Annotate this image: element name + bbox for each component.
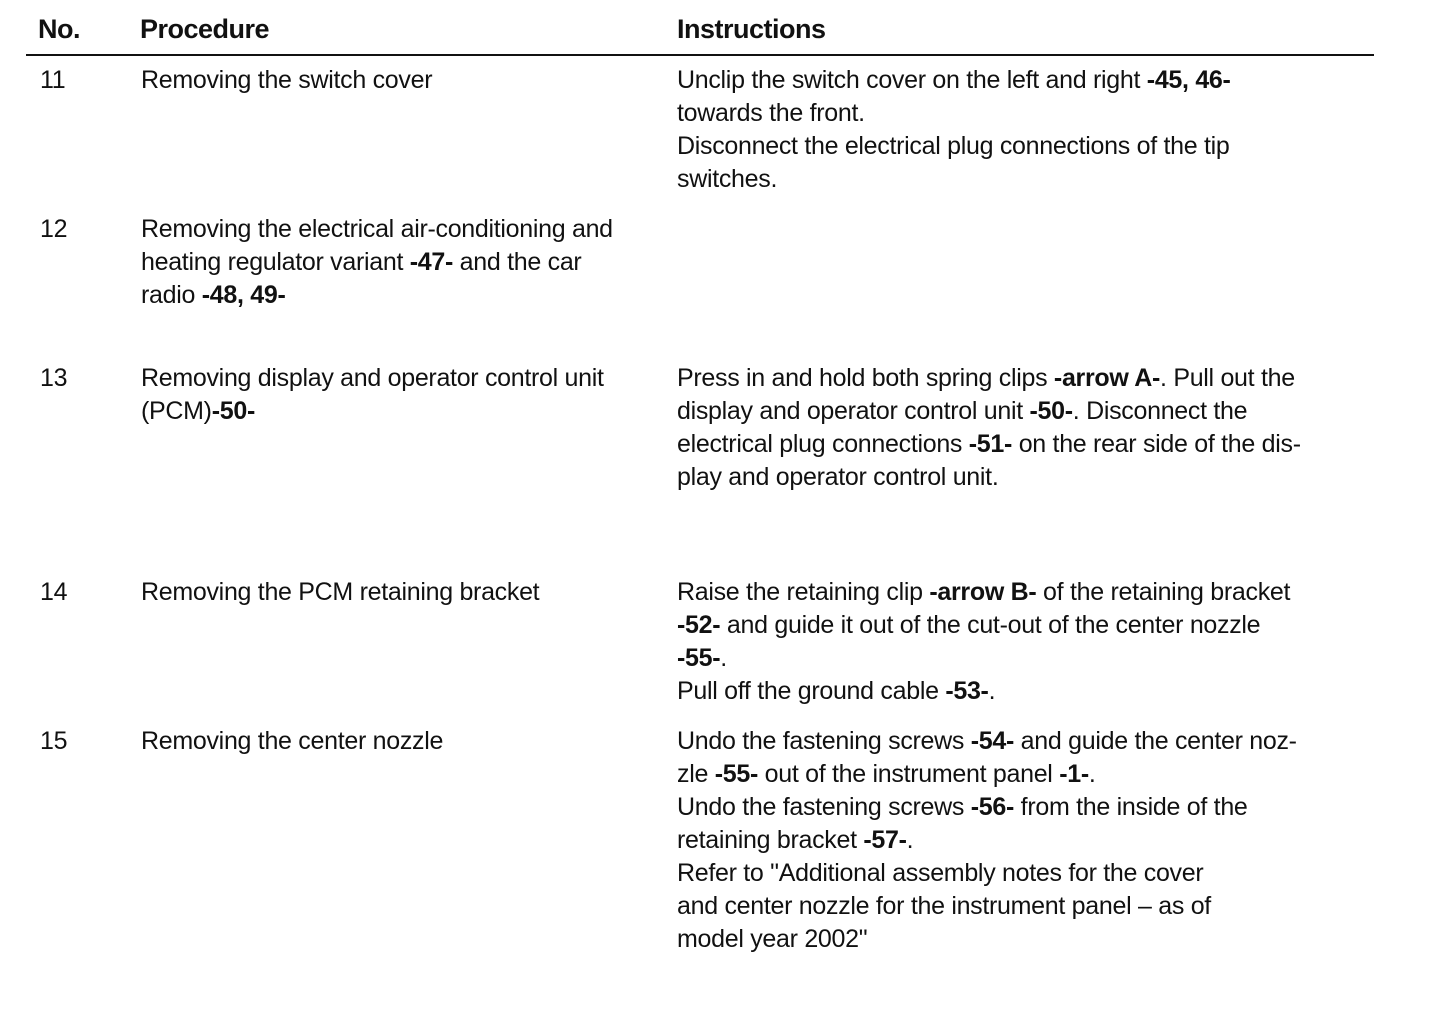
- row-instructions: [677, 725, 1377, 956]
- row-procedure: [141, 362, 661, 428]
- text-line: model year 2002": [677, 925, 868, 953]
- row-number: 15: [40, 727, 68, 755]
- text-line: electrical plug connections -51- on the rear side of the dis-: [677, 430, 1301, 458]
- row-procedure: [141, 725, 661, 758]
- text-line: Removing the electrical air-conditioning and: [141, 215, 613, 243]
- column-header-procedure: Procedure: [140, 14, 270, 44]
- text-line: Raise the retaining clip -arrow B- of the retaining bracket: [677, 578, 1291, 606]
- row-instructions: [677, 576, 1377, 708]
- text-line: towards the front.: [677, 99, 865, 127]
- row-instructions: [677, 362, 1377, 494]
- text-line: and center nozzle for the instrument panel – as of: [677, 892, 1211, 920]
- text-line: Removing the center nozzle: [141, 727, 444, 755]
- header-divider: [26, 54, 1374, 56]
- text-line: zle -55- out of the instrument panel -1-.: [677, 760, 1096, 788]
- text-line: Removing the switch cover: [141, 66, 433, 94]
- row-instructions: [677, 64, 1377, 196]
- text-line: -55-.: [677, 644, 727, 672]
- text-line: play and operator control unit.: [677, 463, 999, 491]
- row-procedure: [141, 213, 661, 312]
- text-line: Undo the fastening screws -54- and guide the center noz-: [677, 727, 1297, 755]
- text-line: radio -48, 49-: [141, 281, 286, 309]
- text-line: -52- and guide it out of the cut-out of the center nozzle: [677, 611, 1261, 639]
- text-line: Pull off the ground cable -53-.: [677, 677, 996, 705]
- row-number: 13: [40, 364, 68, 392]
- text-line: Unclip the switch cover on the left and right -45, 46-: [677, 66, 1231, 94]
- row-number: 12: [40, 215, 68, 243]
- text-line: Undo the fastening screws -56- from the inside of the: [677, 793, 1248, 821]
- row-procedure: [141, 576, 661, 609]
- text-line: (PCM)-50-: [141, 397, 255, 425]
- text-line: Removing the PCM retaining bracket: [141, 578, 540, 606]
- text-line: Disconnect the electrical plug connections of the tip: [677, 132, 1230, 160]
- text-line: heating regulator variant -47- and the car: [141, 248, 582, 276]
- row-number: 14: [40, 578, 68, 606]
- text-line: retaining bracket -57-.: [677, 826, 914, 854]
- text-line: display and operator control unit -50-. Disconnect the: [677, 397, 1248, 425]
- column-header-instructions: Instructions: [677, 14, 826, 44]
- text-line: Removing display and operator control unit: [141, 364, 604, 392]
- row-procedure: [141, 64, 661, 97]
- text-line: switches.: [677, 165, 778, 193]
- text-line: Refer to "Additional assembly notes for the cover: [677, 859, 1204, 887]
- column-header-no: No.: [38, 14, 80, 44]
- row-number: 11: [40, 66, 66, 94]
- text-line: Press in and hold both spring clips -arrow A-. Pull out the: [677, 364, 1295, 392]
